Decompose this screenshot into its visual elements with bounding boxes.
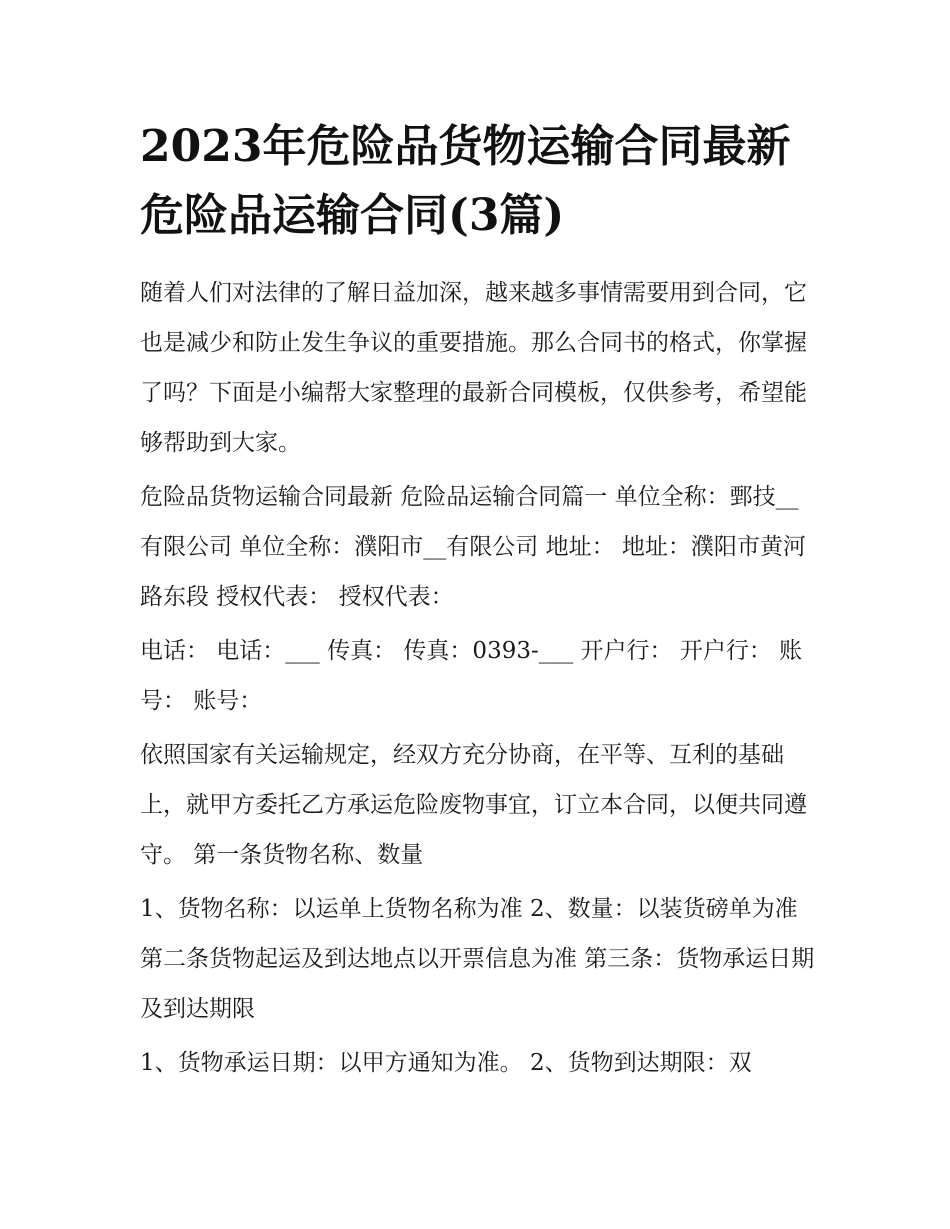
parties-paragraph: 危险品货物运输合同最新 危险品运输合同篇一 单位全称：鄄技__有限公司 单位全称：濮阳市__有限公司 地址： 地址：濮阳市黄河路东段 授权代表： 授权代表： <box>140 484 806 610</box>
contact-paragraph: 电话： 电话：___ 传真： 传真：0393-___ 开户行： 开户行： 账号： 账号： <box>140 638 803 714</box>
schedule-paragraph: 1、货物承运日期：以甲方通知为准。 2、货物到达期限：双 <box>140 1050 752 1076</box>
goods-paragraph: 1、货物名称：以运单上货物名称为准 2、数量：以装货磅单为准 第二条货物起运及到达地点以开票信息为准 第三条：货物承运日期及到达期限 <box>140 896 815 1022</box>
document-title: 2023年危险品货物运输合同最新 危险品运输合同(3篇) <box>140 121 791 241</box>
intro-paragraph: 随着人们对法律的了解日益加深，越来越多事情需要用到合同，它也是减少和防止发生争议的重要措施。那么合同书的格式，你掌握了吗？下面是小编帮大家整理的最新合同模板，仅供参考，希望能够帮助到大家。 <box>140 280 807 456</box>
document-body <box>140 112 815 1092</box>
agreement-paragraph: 依照国家有关运输规定，经双方充分协商，在平等、互利的基础上，就甲方委托乙方承运危险废物事宜，订立本合同，以便共同遵守。 第一条货物名称、数量 <box>140 742 807 868</box>
